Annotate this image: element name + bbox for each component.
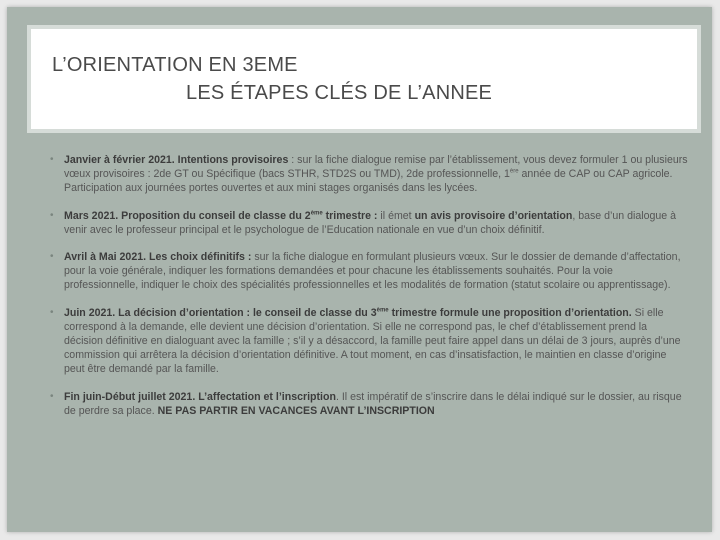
item-heading-continued: trimestre formule une proposition d’orientation. [388, 306, 632, 319]
item-heading: Fin juin-Début juillet 2021. L’affectation et l’inscription [64, 390, 336, 403]
item-text-continued: année de CAP ou CAP agricole. Participation aux journées portes ouvertes et aux mini stages organisés dans les lycées. [64, 168, 673, 195]
item-text: il émet [377, 209, 415, 222]
item-text-continued: , base d’un dialogue à venir avec le professeur principal et le psychologue de l’Education nationale en vue d’un choix définitif. [64, 209, 676, 236]
item-text: : sur la fiche dialogue remise par l’établissement, vous devez formuler 1 ou plusieurs vœux provisoires : 2de GT ou Spécifique (bacs STHR, STD2S ou TMD), 2de professionnelle, 1 [64, 154, 688, 181]
superscript: ère [509, 168, 519, 175]
bullet-icon: • [50, 306, 54, 318]
item-heading-continued: trimestre : [322, 209, 378, 222]
slide-title-line2: LES ÉTAPES CLÉS DE L’ANNEE [186, 82, 493, 104]
bullet-icon: • [50, 154, 54, 165]
list-item [48, 209, 688, 237]
item-text: Si elle correspond à la demande, elle devient une décision d’orientation. Si elle ne correspond pas, le chef d’établissement prend la décision définitive en dialoguant avec la famille ; s’il y a désaccord, la famille peut faire appel dans un délai de 3 jours, auprès d’une commission qui arrêtera la décision d’orientation définitive. A tout moment, en cas d’insatisfaction, le maintien en classe d’origine peut être demandé par la famille. [64, 306, 681, 376]
item-warning: NE PAS PARTIR EN VACANCES AVANT L’INSCRIPTION [157, 404, 435, 417]
item-emphasis: un avis provisoire d’orientation [414, 209, 573, 222]
bullet-icon: • [50, 390, 54, 402]
list-item [48, 250, 688, 293]
item-heading: Janvier à février 2021. Intentions provisoires [64, 154, 289, 166]
item-heading: Juin 2021. La décision d’orientation : le conseil de classe du 3 [64, 306, 377, 319]
item-heading: Mars 2021. Proposition du conseil de classe du 2 [64, 209, 311, 222]
item-heading: Avril à Mai 2021. Les choix définitifs : [64, 251, 252, 264]
item-text: sur la fiche dialogue en formulant plusieurs vœux. Sur le dossier de demande d’affectation, pour la voie générale, indiquer les formations demandées et pour chacune les établissements souhaités. Pour la voie professionnelle, indiquer le choix des spécialités professionnelles et les modalités de formation (statut scolaire ou apprentissage). [64, 251, 681, 292]
title-box [31, 29, 697, 129]
bullet-icon: • [50, 209, 54, 221]
list-item [48, 390, 688, 418]
list-item [48, 306, 688, 377]
slide-title-line1: L’ORIENTATION EN 3EME [52, 54, 298, 76]
superscript: ème [310, 210, 323, 217]
bullet-icon: • [50, 251, 54, 263]
superscript: ème [376, 307, 389, 314]
bullet-list [48, 153, 688, 431]
item-text: . Il est impératif de s’inscrire dans le délai indiqué sur le dossier, au risque de perdre sa place. [64, 390, 682, 417]
list-item [48, 153, 688, 196]
